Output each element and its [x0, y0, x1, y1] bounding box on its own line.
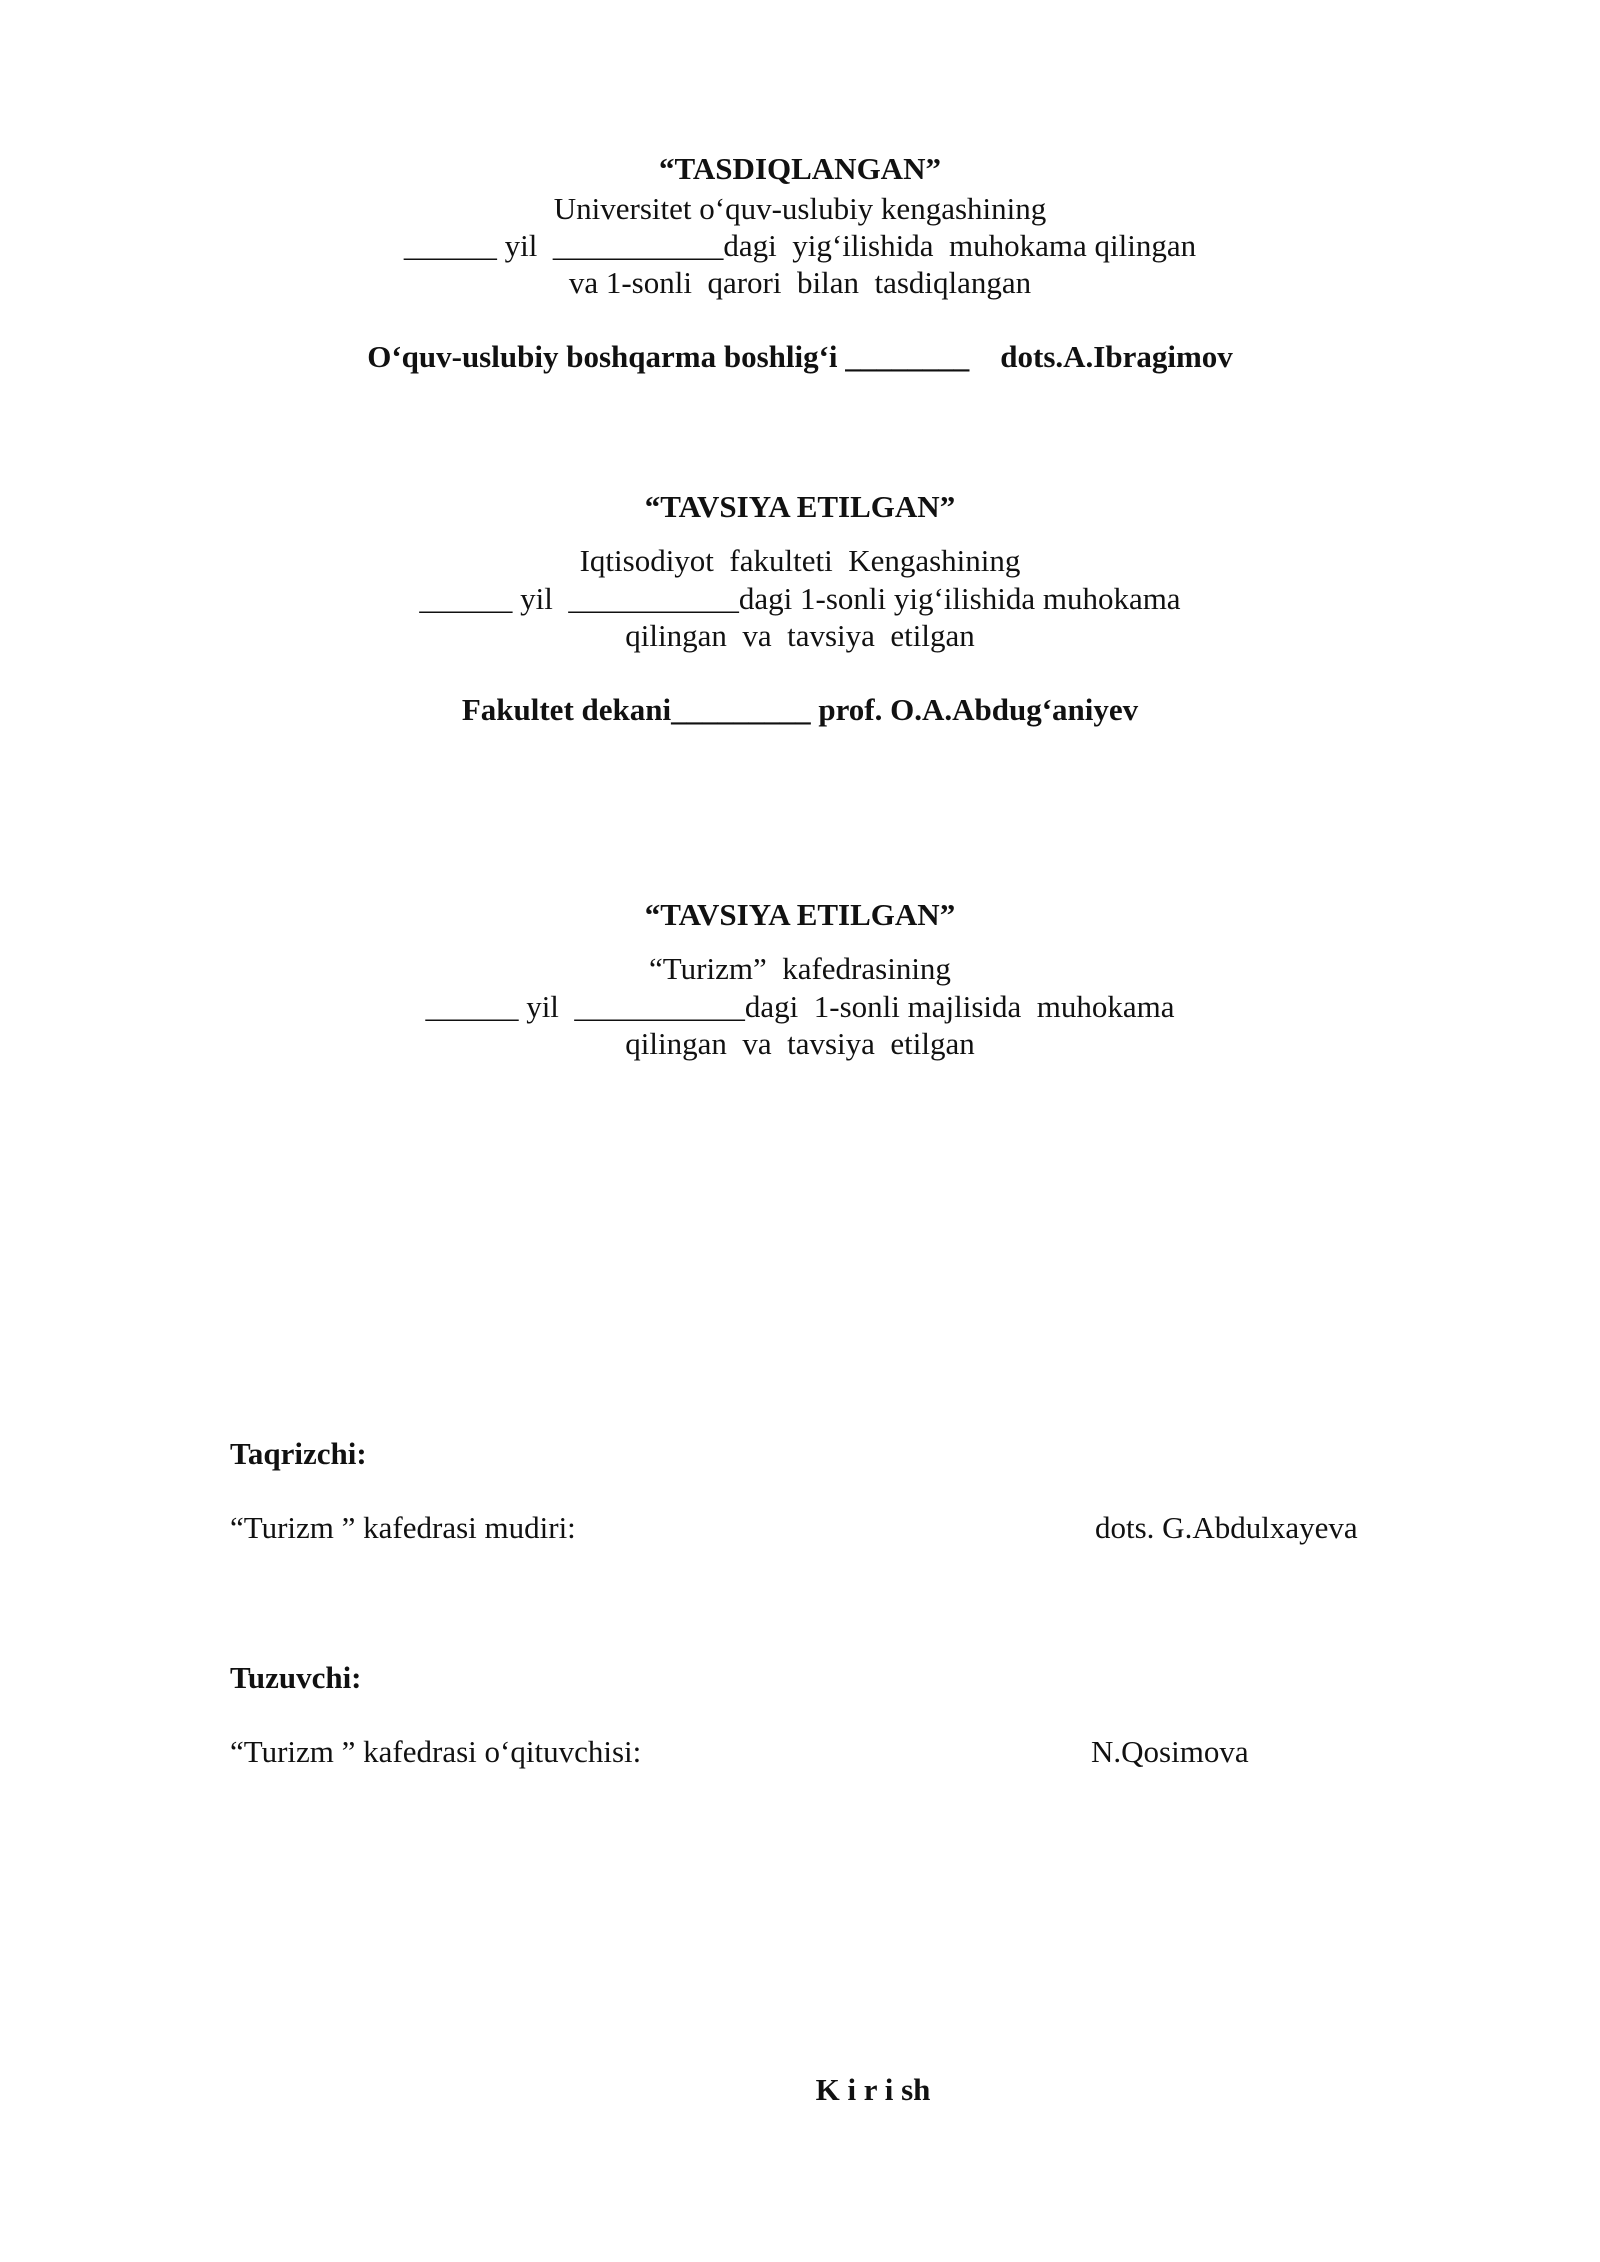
faculty-recommendation-line-2: ______ yil ___________dagi 1-sonli yig‘ilishida muhokama — [419, 581, 1181, 616]
approval-line-1: Universitet o‘quv-uslubiy kengashining — [553, 191, 1047, 226]
intro-heading: K i r i sh — [815, 2072, 931, 2107]
department-recommendation-line-1: “Turizm” kafedrasining — [649, 951, 951, 986]
faculty-recommendation-line-3: qilingan va tavsiya etilgan — [625, 618, 975, 653]
faculty-recommendation-heading: “TAVSIYA ETILGAN” — [644, 489, 956, 524]
reviewer-name: dots. G.Abdulxayeva — [1095, 1510, 1358, 1545]
compiler-label: Tuzuvchi: — [230, 1660, 362, 1695]
approval-signature: O‘quv-uslubiy boshqarma boshlig‘i ________ dots.A.Ibragimov — [367, 339, 1233, 374]
approval-heading: “TASDIQLANGAN” — [659, 151, 941, 186]
compiler-name: N.Qosimova — [1091, 1734, 1249, 1769]
faculty-recommendation-line-1: Iqtisodiyot fakulteti Kengashining — [579, 543, 1021, 578]
reviewer-label: Taqrizchi: — [230, 1436, 367, 1471]
department-recommendation-line-3: qilingan va tavsiya etilgan — [625, 1026, 975, 1061]
reviewer-position: “Turizm ” kafedrasi mudiri: — [230, 1510, 576, 1545]
compiler-position: “Turizm ” kafedrasi o‘qituvchisi: — [230, 1734, 642, 1769]
approval-line-3: va 1-sonli qarori bilan tasdiqlangan — [568, 265, 1032, 300]
department-recommendation-heading: “TAVSIYA ETILGAN” — [644, 897, 956, 932]
department-recommendation-line-2: ______ yil ___________dagi 1-sonli majlisida muhokama — [425, 989, 1175, 1024]
approval-line-2: ______ yil ___________dagi yig‘ilishida muhokama qilingan — [403, 228, 1197, 263]
faculty-recommendation-signature: Fakultet dekani_________ prof. O.A.Abdug‘aniyev — [461, 692, 1139, 727]
